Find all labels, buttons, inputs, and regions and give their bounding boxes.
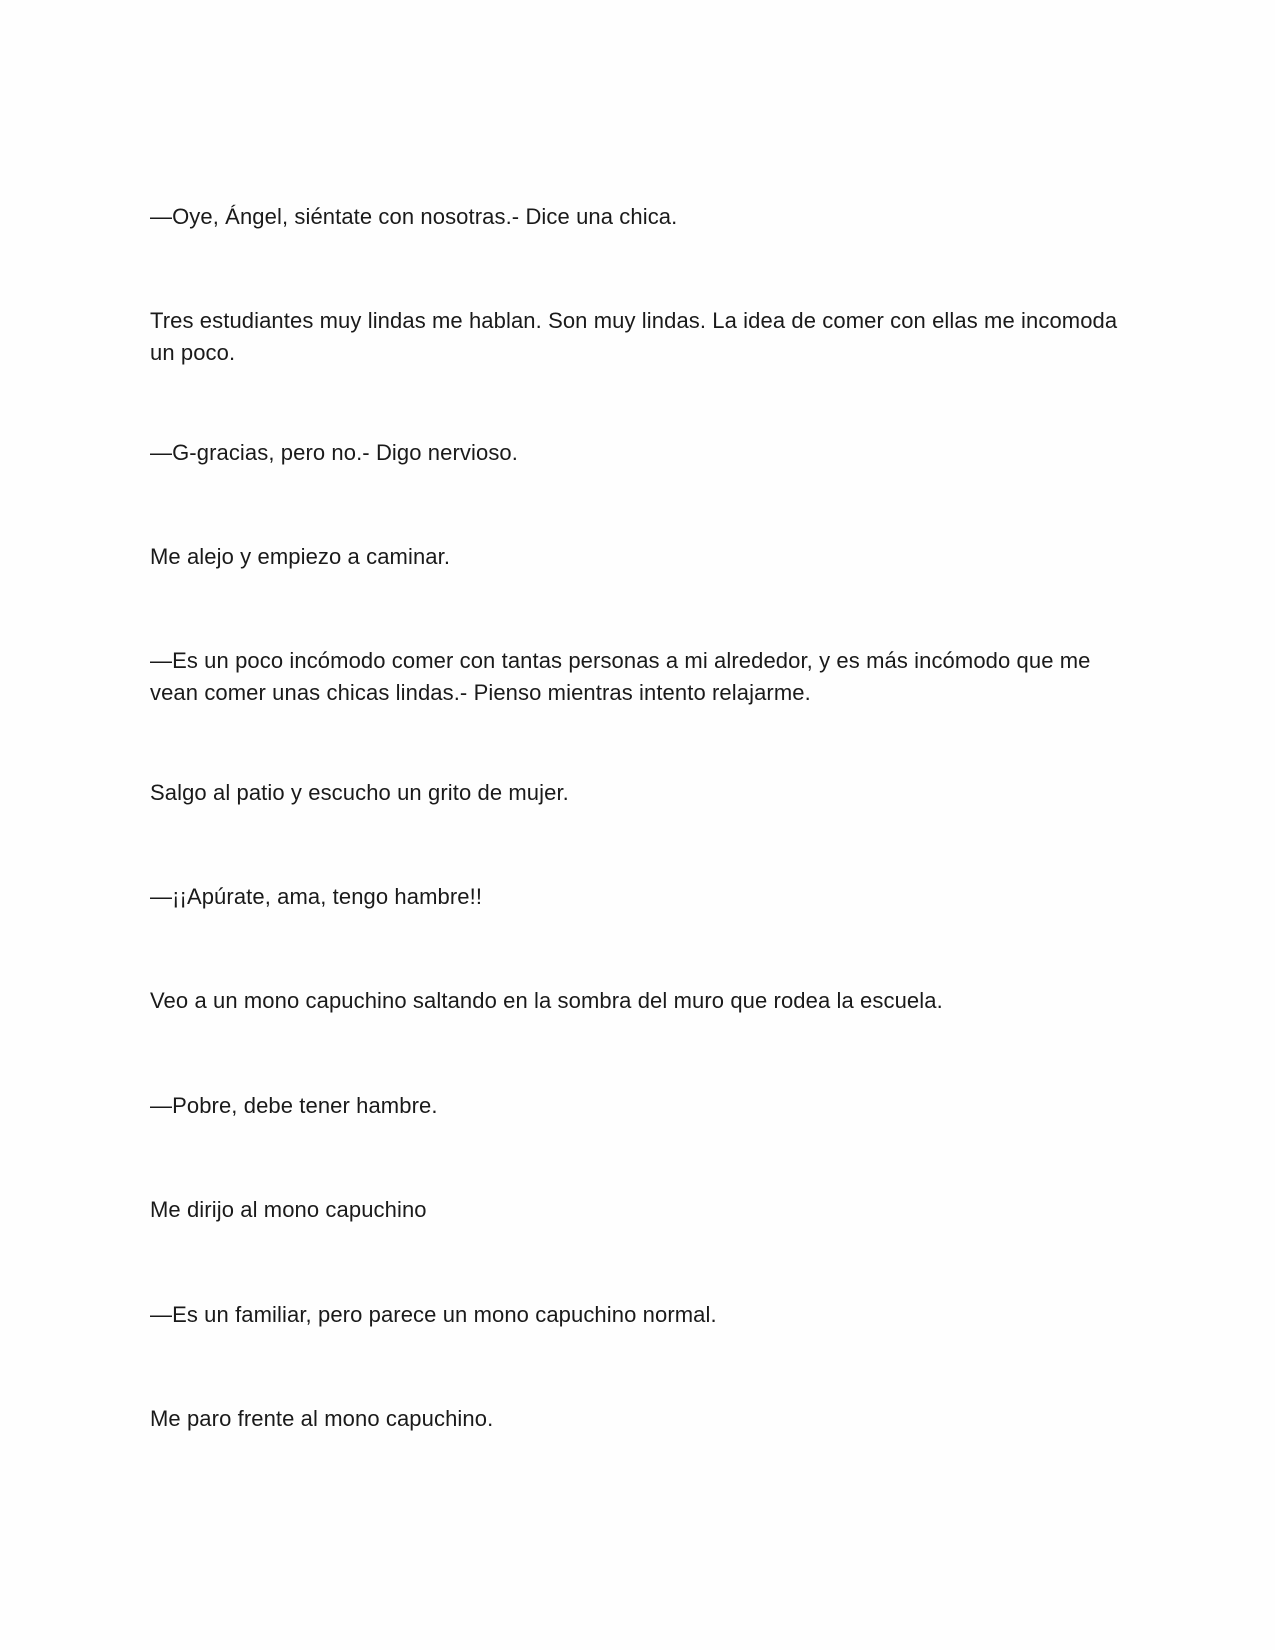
paragraph-me-paro: Me paro frente al mono capuchino. xyxy=(150,1406,494,1431)
paragraph-mono-saltando: Veo a un mono capuchino saltando en la sombra del muro que rodea la escuela. xyxy=(150,988,943,1013)
paragraph-dialogue-gracias: —G-gracias, pero no.- Digo nervioso. xyxy=(150,440,518,465)
paragraph-dialogue-incomodo: —Es un poco incómodo comer con tantas personas a mi alrededor, y es más incómodo que me vean comer unas chicas lindas.- Pienso mientras intento relajarme. xyxy=(150,648,1091,705)
paragraph-dialogue-pobre: —Pobre, debe tener hambre. xyxy=(150,1093,438,1118)
paragraph-dialogue-chica: —Oye, Ángel, siéntate con nosotras.- Dice una chica. xyxy=(150,204,678,229)
paragraph-dialogue-apurate: —¡¡Apúrate, ama, tengo hambre!! xyxy=(150,884,483,909)
paragraph-salgo-al-patio: Salgo al patio y escucho un grito de mujer. xyxy=(150,780,569,805)
paragraph-estudiantes: Tres estudiantes muy lindas me hablan. Son muy lindas. La idea de comer con ellas me incomoda un poco. xyxy=(150,308,1118,365)
paragraph-me-dirijo: Me dirijo al mono capuchino xyxy=(150,1197,427,1222)
paragraph-me-alejo: Me alejo y empiezo a caminar. xyxy=(150,544,451,569)
paragraph-dialogue-familiar: —Es un familiar, pero parece un mono capuchino normal. xyxy=(150,1302,717,1327)
